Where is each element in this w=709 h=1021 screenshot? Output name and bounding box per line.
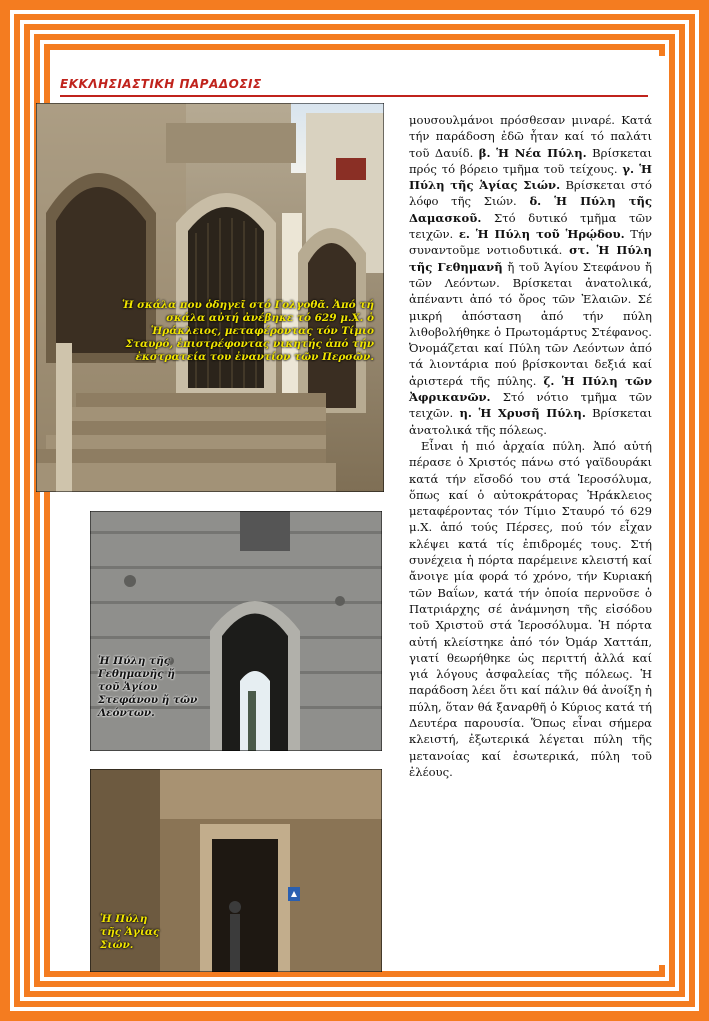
text-run: Στό δυτικό τμῆμα τῶν τειχῶν. — [409, 210, 652, 242]
article-paragraph-2: Εἶναι ἡ πιό ἀρχαία πύλη. Ἀπό αὐτή πέρασε ὁ Χριστός πάνω στό γαϊδουράκι κατά τήν εἴσοδό του στά Ἱεροσόλυμα, ὅπως καί ὁ αὐτοκράτορας Ἡράκλειος μεταφέροντας τόν Τίμιο Σταυρό τό 629 μ.Χ. ἀπό τούς Πέρσες, πού τόν εἶχαν κλέψει κατά τίς ἐπιδρομές τους. Στή συνέχεια ἡ πόρτα παρέμεινε κλειστή καί ἄνοιγε μία φορά τό χρόνο, τήν Κυριακή τῶν Βαΐων, κατά τήν ὁποία περνοῦσε ὁ Πατριάρχης σέ ἀνάμνηση τῆς εἰσόδου τοῦ Χριστοῦ στά Ἱεροσόλυμα. Ἡ πόρτα αὐτή κλείστηκε ἀπό τόν Ὀμάρ Χαττάπ, γιατί θεωρήθηκε ὡς περιττή ἀλλά καί γιά λόγους ἀσφαλείας τῆς πόλεως. Ἡ παράδοση λέει ὅτι καί πάλιν θά ἀνοίξη ἡ πύλη, ὅταν θά ξαναρθῆ ὁ Κύριος κατά τή Δευτέρα παρουσία. Ὅπως εἶναι σήμερα κλειστή, ἐξωτερικά λέγεται πύλη τῆς μετανοίας καί ἐσωτερικά, πύλη τοῦ ἐλέους. — [409, 438, 652, 779]
photo-golgotha-stairs — [36, 103, 384, 492]
gate-heading-africans-gate: ζ. Ἡ Πύλη τῶν Ἀφρικανῶν. — [409, 373, 652, 405]
article-paragraph-1 — [409, 112, 652, 438]
gate-heading-damascus-gate: δ. Ἡ Πύλη τῆς Δαμασκοῦ. — [409, 194, 653, 225]
header-rule — [60, 95, 648, 97]
gate-heading-gethsemane-gate: στ. Ἡ Πύλη τῆς Γεθημανῆ — [409, 243, 652, 274]
caption-golgotha-stairs: Ἡ σκάλα που ὁδηγεῖ στό Γολγοθᾶ. Ἀπό τή σκάλα αὐτή ἀνέβηκε τό 629 μ.Χ. ὁ Ἡράκλειος, μεταφέροντας τόν Τίμιο Σταυρό, ἐπιστρέφοντας νικητής ἀπό τήν ἐκστρατεία του ἐναντίον τῶν Περσῶν. — [121, 299, 374, 363]
caption-zion-gate: Ἡ Πύλη τῆς Ἁγίας Σιών. — [100, 913, 160, 951]
text-run: Τήν συναντοῦμε νοτιοδυτικά. — [409, 227, 652, 258]
section-header: ΕΚΚΛΗΣΙΑΣΤΙΚΗ ΠΑΡΑΔΟΣΙΣ — [60, 77, 262, 91]
text-run: Βρίσκεται στό λόφο τῆς Σιών. — [409, 178, 652, 209]
caption-lions-gate: Ἡ Πύλη τῆς Γεθημανῆς ἤ τοῦ Ἁγίου Στεφάνου ἤ τῶν Λεόντων. — [98, 655, 198, 719]
text-run: ἤ τοῦ Ἁγίου Στεφάνου ἤ τῶν Λεόντων. Βρίσκεται ἀνατολικά, ἀπέναντι ἀπό τό ὄρος τῶν Ἐλαιῶν. Σέ μικρή ἀπόσταση ἀπό τήν πύλη λιθοβολήθηκε ὁ Πρωτομάρτυς Στέφανος. Ὀνομάζεται καί Πύλη τῶν Λεόντων ἀπό τά λιοντάρια πού βρίσκονται δεξιά καί ἀριστερά τῆς πύλης. — [409, 259, 653, 388]
gate-heading-golden-gate: η. Ἡ Χρυσῆ Πύλη. — [459, 406, 586, 421]
text-run: Βρίσκεται ἀνατολικά τῆς πόλεως. — [409, 406, 652, 437]
text-run: Βρίσκεται πρός τό βόρειο τμῆμα τοῦ τείχους. — [409, 145, 652, 176]
gate-heading-herods-gate: ε. Ἡ Πύλη τοῦ Ἡρῴδου. — [458, 227, 625, 242]
text-run: μουσουλμάνοι πρόσθεσαν μιναρέ. Κατά τήν παράδοση ἐδῶ ἦταν καί τό παλάτι τοῦ Δαυίδ. — [409, 113, 652, 160]
text-run: Στό νότιο τμῆμα τῶν τειχῶν. — [409, 390, 652, 421]
gate-heading-zion-gate: γ. Ἡ Πύλη τῆς Ἁγίας Σιών. — [409, 161, 652, 193]
article-text — [409, 112, 652, 780]
gate-heading-new-gate: β. Ἡ Νέα Πύλη. — [478, 145, 587, 160]
